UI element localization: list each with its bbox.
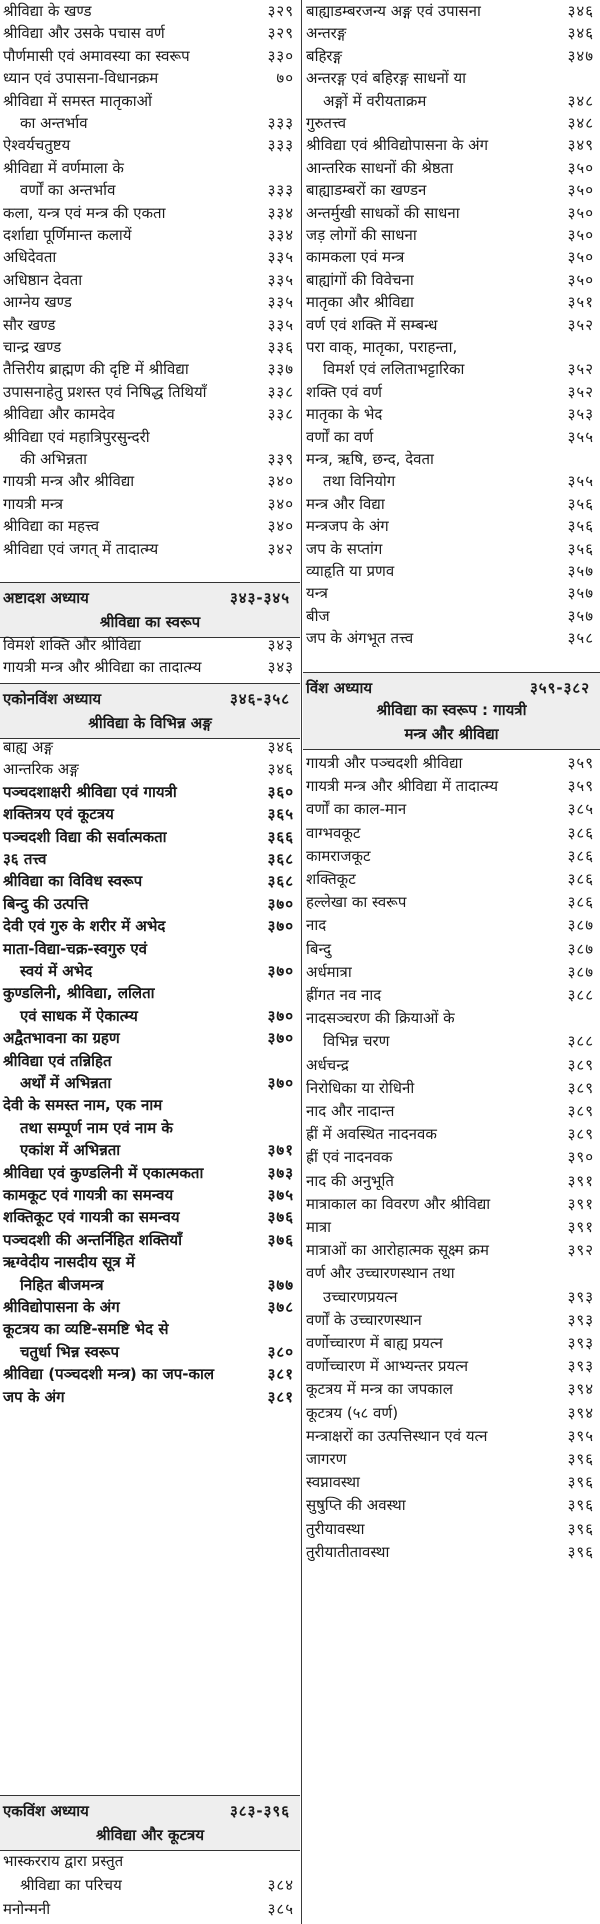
toc-entry-title: शक्तिकूट एवं गायत्री का समन्वय xyxy=(3,1208,180,1227)
toc-entry-title: तुरीयातीतावस्था xyxy=(306,1542,390,1561)
toc-entry-page: ३६६ xyxy=(267,827,294,846)
toc-entry-page: ३५६ xyxy=(567,517,594,536)
toc-entry-title: आन्तरिक अङ्ग xyxy=(3,760,79,779)
toc-entry-title: वर्णोच्चारण में आभ्यन्तर प्रयत्न xyxy=(306,1357,469,1376)
toc-entry-title: श्रीविद्या का महत्त्व xyxy=(3,517,100,536)
toc-entry-title: जागरण xyxy=(306,1450,347,1468)
toc-entry-title: जप के सप्तांग xyxy=(306,539,383,558)
toc-entry-title: आग्नेय खण्ड xyxy=(3,293,72,312)
toc-entry-page: ३४३ xyxy=(267,658,294,677)
toc-entry-title: देवी के समस्त नाम, एक नाम xyxy=(3,1096,163,1115)
chapter-heading xyxy=(0,683,300,739)
toc-entry-page: ३५० xyxy=(567,203,594,222)
toc-entry-title: मन्त्रजप के अंग xyxy=(306,517,389,536)
toc-entry-page: ३५७ xyxy=(567,562,594,580)
toc-entry-page: ३७६ xyxy=(267,1208,294,1227)
toc-entry-title: मातृका के भेद xyxy=(306,405,383,424)
toc-entry-title: श्रीविद्या और उसके पचास वर्ण xyxy=(3,24,165,43)
toc-entry-page: ३५९ xyxy=(567,754,594,772)
toc-entry-title: बहिरङ्ग xyxy=(306,46,343,65)
chapter-title: एकविंश अध्याय xyxy=(3,1802,89,1820)
toc-entry-page: ३२९ xyxy=(267,2,294,20)
toc-entry-page: ३५६ xyxy=(567,494,594,513)
toc-entry-page: ३६८ xyxy=(267,850,294,868)
toc-entry-page: ३८१ xyxy=(267,1365,294,1384)
toc-entry-title: भास्करराय द्वारा प्रस्तुत xyxy=(3,1852,124,1870)
toc-entry-page: ३५७ xyxy=(567,584,594,603)
toc-entry-page: ३५० xyxy=(567,248,594,267)
toc-entry-page: ३८७ xyxy=(567,962,594,981)
toc-entry-title: नादसञ्चरण की क्रियाओं के xyxy=(306,1009,455,1028)
toc-entry-page: ३९६ xyxy=(567,1450,594,1468)
toc-entry-page: ३७३ xyxy=(267,1163,294,1182)
chapter-heading xyxy=(303,672,600,750)
toc-entry-title: उपासनाहेतु प्रशस्त एवं निषिद्ध तिथियाँ xyxy=(3,382,207,401)
toc-entry-title: तथा सम्पूर्ण नाम एवं नाम के xyxy=(20,1118,173,1137)
toc-entry-page: ३३६ xyxy=(267,338,294,356)
toc-entry-page: ३४८ xyxy=(567,114,594,132)
toc-entry-title: अधिष्ठान देवता xyxy=(3,270,83,289)
toc-entry-title: तैत्तिरीय ब्राह्मण की दृष्टि में श्रीविद्या xyxy=(3,360,189,379)
toc-entry-page: ३३५ xyxy=(267,315,294,334)
toc-entry-title: अर्थों में अभिन्नता xyxy=(20,1074,112,1092)
toc-entry-page: ३७५ xyxy=(267,1186,294,1204)
toc-entry-page: ३७० xyxy=(267,1029,294,1048)
toc-entry-title: तुरीयावस्था xyxy=(306,1519,365,1538)
toc-entry-page: ३७० xyxy=(267,1074,294,1092)
toc-entry-title: बाह्याडम्बरों का खण्डन xyxy=(306,181,427,200)
toc-entry-page: ३८६ xyxy=(567,823,594,842)
toc-entry-title: अद्वैतभावना का ग्रहण xyxy=(3,1029,120,1048)
toc-entry-title: श्रीविद्या और कामदेव xyxy=(3,405,115,424)
toc-entry-title: सुषुप्ति की अवस्था xyxy=(306,1496,406,1515)
toc-entry-page: ३५८ xyxy=(567,629,594,648)
toc-entry-title: पञ्चदशी विद्या की सर्वात्मकता xyxy=(3,827,167,846)
toc-entry-page: ३९४ xyxy=(567,1380,594,1399)
toc-entry-title: वर्णों के उच्चारणस्थान xyxy=(306,1310,422,1329)
toc-entry-page: ३४० xyxy=(267,517,294,536)
toc-entry-title: कुण्डलिनी, श्रीविद्या, ललिता xyxy=(3,984,155,1003)
toc-entry-title: शक्तिकूट xyxy=(306,870,356,888)
toc-entry-title: अन्तरङ्ग एवं बहिरङ्ग साधनों या xyxy=(306,69,467,88)
toc-entry-title: शक्तित्रय एवं कूटत्रय xyxy=(3,805,114,824)
toc-entry-title: बीज xyxy=(306,606,330,625)
toc-entry-page: ३६० xyxy=(267,782,294,801)
toc-entry-page: ३६५ xyxy=(267,805,294,824)
toc-entry-page: ३३७ xyxy=(267,360,294,379)
toc-entry-title: कूटत्रय (५८ वर्ण) xyxy=(306,1403,399,1422)
toc-entry-title: मात्राकाल का विवरण और श्रीविद्या xyxy=(306,1194,491,1213)
toc-entry-title: एवं साधक में ऐकात्म्य xyxy=(20,1006,138,1025)
toc-entry-page: ३५० xyxy=(567,158,594,177)
toc-entry-page: ३५२ xyxy=(567,360,594,379)
toc-entry-title: वर्णों का काल-मान xyxy=(306,800,407,819)
chapter-subtitle: श्रीविद्या के विभिन्न अङ्ग xyxy=(88,714,212,732)
toc-entry-title: गायत्री मन्त्र और श्रीविद्या का तादात्म्य xyxy=(3,658,202,677)
toc-entry-title: नाद और नादान्त xyxy=(306,1102,395,1120)
toc-entry-page: ३८७ xyxy=(567,939,594,958)
toc-entry-title: श्रीविद्या के खण्ड xyxy=(3,2,92,20)
toc-entry-page: ३४० xyxy=(267,494,294,513)
toc-entry-page: ३७० xyxy=(267,1006,294,1025)
column-divider xyxy=(301,0,302,1924)
chapter-pages: ३४६-३५८ xyxy=(229,690,290,708)
toc-entry-page: ३५० xyxy=(567,226,594,244)
toc-entry-page: ३२९ xyxy=(267,24,294,43)
toc-entry-page: ३७७ xyxy=(267,1275,294,1294)
toc-entry-title: वाग्भवकूट xyxy=(306,823,361,842)
toc-entry-page: ३९६ xyxy=(567,1473,594,1492)
toc-entry-page: ३९४ xyxy=(567,1403,594,1422)
toc-entry-page: ३९३ xyxy=(567,1287,594,1306)
toc-entry-title: हल्लेखा का स्वरूप xyxy=(306,893,407,912)
toc-entry-page: ३३८ xyxy=(267,405,294,424)
toc-entry-page: ३५७ xyxy=(567,606,594,625)
toc-entry-title: श्रीविद्या में वर्णमाला के xyxy=(3,158,124,177)
toc-entry-title: बिन्दु xyxy=(306,939,332,958)
toc-entry-title: सौर खण्ड xyxy=(3,315,56,334)
toc-entry-title: मन्त्र, ऋषि, छन्द, देवता xyxy=(306,450,434,468)
toc-entry-title: निहित बीजमन्त्र xyxy=(20,1275,104,1294)
toc-entry-page: ३७६ xyxy=(267,1230,294,1249)
chapter-rule-top xyxy=(0,683,300,684)
toc-entry-page: ३९१ xyxy=(567,1194,594,1213)
chapter-pages: ३५९-३८२ xyxy=(529,679,590,697)
toc-entry-page: ३९१ xyxy=(567,1171,594,1190)
toc-entry-title: परा वाक्, मातृका, पराहन्ता, xyxy=(306,338,458,356)
toc-entry-title: जड़ लोगों की साधना xyxy=(306,226,417,244)
toc-entry-page: ३८६ xyxy=(567,870,594,888)
toc-entry-title: निरोधिका या रोधिनी xyxy=(306,1078,415,1097)
toc-entry-title: अन्तर्मुखी साधकों की साधना xyxy=(306,203,460,222)
toc-entry-title: बाह्याडम्बरजन्य अङ्ग एवं उपासना xyxy=(306,2,481,20)
chapter-subtitle-2: मन्त्र और श्रीविद्या xyxy=(404,725,499,743)
toc-entry-page: ३७० xyxy=(267,894,294,913)
toc-entry-page: ३४७ xyxy=(567,46,594,65)
toc-entry-page: ३५६ xyxy=(567,539,594,558)
toc-entry-title: देवी एवं गुरु के शरीर में अभेद xyxy=(3,917,166,936)
chapter-pages: ३८३-३९६ xyxy=(229,1802,290,1820)
toc-entry-page: ३४३ xyxy=(267,636,294,654)
toc-entry-page: ३५९ xyxy=(567,777,594,796)
toc-entry-title: विमर्श एवं ललिताभट्टारिका xyxy=(323,360,465,379)
chapter-subtitle: श्रीविद्या का स्वरूप xyxy=(99,613,201,631)
toc-entry-title: बिन्दु की उत्पत्ति xyxy=(3,894,89,913)
toc-entry-page: ३५० xyxy=(567,181,594,200)
toc-entry-page: ३८९ xyxy=(567,1102,594,1120)
toc-entry-page: ३५१ xyxy=(567,293,594,312)
toc-entry-title: अर्धचन्द्र xyxy=(306,1055,349,1074)
toc-entry-page: ३७१ xyxy=(267,1141,294,1160)
toc-entry-page: ३८९ xyxy=(567,1125,594,1144)
toc-entry-page: ३९६ xyxy=(567,1519,594,1538)
toc-entry-title: नाद की अनुभूति xyxy=(306,1171,394,1190)
toc-entry-title: चान्द्र खण्ड xyxy=(3,338,62,356)
toc-entry-page: ३५५ xyxy=(567,427,594,446)
toc-entry-title: गुरुतत्त्व xyxy=(306,114,347,132)
toc-entry-page: ३४६ xyxy=(567,24,594,43)
toc-entry-page: ३५२ xyxy=(567,382,594,401)
chapter-rule-top xyxy=(0,582,300,583)
toc-entry-title: कूटत्रय का व्यष्टि-समष्टि भेद से xyxy=(3,1320,169,1339)
toc-entry-page: ३९१ xyxy=(567,1218,594,1236)
toc-entry-page: ३४६ xyxy=(267,760,294,779)
toc-entry-title: वर्ण और उच्चारणस्थान तथा xyxy=(306,1264,455,1283)
toc-entry-title: पञ्चदशाक्षरी श्रीविद्या एवं गायत्री xyxy=(3,782,177,801)
toc-entry-title: माता-विद्या-चक्र-स्वगुरु एवं xyxy=(3,939,148,958)
toc-entry-title: कूटत्रय में मन्त्र का जपकाल xyxy=(306,1380,453,1399)
toc-entry-page: ३८७ xyxy=(567,916,594,935)
toc-entry-page: ३३० xyxy=(267,46,294,65)
toc-entry-title: ऋग्वेदीय नासदीय सूत्र में xyxy=(3,1253,135,1272)
chapter-subtitle: श्रीविद्या का स्वरूप : गायत्री xyxy=(376,701,527,719)
toc-entry-page: ३४२ xyxy=(267,539,294,558)
toc-entry-page: ३९३ xyxy=(567,1357,594,1376)
toc-entry-title: विमर्श शक्ति और श्रीविद्या xyxy=(3,636,141,654)
toc-entry-page: ३९५ xyxy=(567,1426,594,1445)
toc-entry-title: शक्ति एवं वर्ण xyxy=(306,382,383,401)
toc-entry-page: ३४६ xyxy=(567,2,594,20)
toc-entry-title: एकांश में अभिन्नता xyxy=(20,1141,121,1160)
chapter-title: अष्टादश अध्याय xyxy=(3,589,89,607)
toc-entry-page: ३८० xyxy=(267,1342,294,1361)
toc-entry-page: ३७८ xyxy=(267,1298,294,1316)
toc-entry-title: श्रीविद्या में समस्त मातृकाओं xyxy=(3,91,152,110)
toc-entry-title: कला, यन्त्र एवं मन्त्र की एकता xyxy=(3,203,166,222)
toc-entry-title: कामकला एवं मन्त्र xyxy=(306,248,405,267)
toc-entry-page: ७० xyxy=(276,69,294,88)
toc-entry-title: वर्ण एवं शक्ति में सम्बन्ध xyxy=(306,315,438,334)
toc-entry-page: ३३५ xyxy=(267,248,294,267)
chapter-heading xyxy=(0,582,300,638)
toc-entry-page: ३३४ xyxy=(267,203,294,222)
toc-entry-page: ३५३ xyxy=(567,405,594,424)
toc-entry-title: कामराजकूट xyxy=(306,846,371,865)
toc-entry-title: बाह्य अङ्ग xyxy=(3,738,53,756)
toc-entry-title: यन्त्र xyxy=(306,584,328,603)
chapter-title: विंश अध्याय xyxy=(306,679,373,697)
toc-entry-title: विभिन्न चरण xyxy=(323,1032,390,1051)
toc-entry-title: गायत्री मन्त्र और श्रीविद्या xyxy=(3,472,135,491)
toc-entry-title: का अन्तर्भाव xyxy=(20,114,88,132)
toc-entry-page: ३३४ xyxy=(267,226,294,244)
toc-entry-title: अङ्गों में वरीयताक्रम xyxy=(323,91,427,110)
toc-entry-page: ३७० xyxy=(267,962,294,980)
toc-entry-title: मन्त्राक्षरों का उत्पत्तिस्थान एवं यत्न xyxy=(306,1426,488,1445)
chapter-pages: ३४३-३४५ xyxy=(229,589,290,607)
toc-entry-title: तथा विनियोग xyxy=(323,472,396,491)
toc-entry-page: ३३५ xyxy=(267,270,294,289)
toc-entry-title: जप के अंगभूत तत्त्व xyxy=(306,629,414,648)
toc-entry-page: ३३३ xyxy=(267,114,294,132)
toc-entry-page: ३६८ xyxy=(267,872,294,891)
toc-entry-title: अधिदेवता xyxy=(3,248,57,267)
toc-entry-page: ३८८ xyxy=(567,986,594,1004)
toc-entry-title: मात्रा xyxy=(306,1218,332,1236)
toc-entry-title: मन्त्र और विद्या xyxy=(306,494,385,513)
toc-entry-title: वर्णोच्चारण में बाह्य प्रयत्न xyxy=(306,1334,443,1352)
toc-entry-title: ह्रींगत नव नाद xyxy=(306,986,382,1004)
toc-entry-title: गायत्री मन्त्र और श्रीविद्या में तादात्म्य xyxy=(306,777,499,796)
toc-entry-title: ह्रीं में अवस्थित नादनवक xyxy=(306,1125,437,1144)
toc-entry-title: श्रीविद्या (पञ्चदशी मन्त्र) का जप-काल xyxy=(3,1365,215,1384)
toc-entry-page: ३८५ xyxy=(567,800,594,819)
toc-entry-title: स्वप्नावस्था xyxy=(306,1473,360,1492)
chapter-title: एकोनविंश अध्याय xyxy=(3,690,102,708)
toc-entry-title: श्रीविद्या का विविध स्वरूप xyxy=(3,872,143,891)
toc-entry-title: उच्चारणप्रयत्न xyxy=(323,1287,398,1306)
toc-entry-title: चतुर्धा भिन्न स्वरूप xyxy=(20,1342,119,1361)
toc-entry-title: गायत्री मन्त्र xyxy=(3,494,64,513)
toc-entry-page: ३९३ xyxy=(567,1310,594,1329)
toc-entry-title: मनोन्मनी xyxy=(3,1900,51,1918)
chapter-heading xyxy=(0,1795,300,1851)
toc-entry-page: ३३८ xyxy=(267,382,294,401)
toc-entry-page: ३८६ xyxy=(567,893,594,912)
toc-entry-title: श्रीविद्या एवं जगत् में तादात्म्य xyxy=(3,539,159,558)
toc-entry-page: ३४८ xyxy=(567,91,594,110)
toc-entry-page: ३५५ xyxy=(567,472,594,491)
toc-entry-title: श्रीविद्या एवं श्रीविद्योपासना के अंग xyxy=(306,136,489,155)
toc-entry-title: पञ्चदशी की अन्तर्निहित शक्तियाँ xyxy=(3,1230,182,1249)
toc-entry-title: गायत्री और पञ्चदशी श्रीविद्या xyxy=(306,754,463,772)
toc-entry-page: ३८१ xyxy=(267,1387,294,1406)
toc-entry-page: ३३३ xyxy=(267,181,294,200)
chapter-rule-top xyxy=(303,672,600,673)
toc-entry-page: ३३३ xyxy=(267,136,294,155)
toc-column-right xyxy=(303,0,600,1924)
toc-entry-title: व्याहृति या प्रणव xyxy=(306,562,395,580)
toc-entry-page: ३९६ xyxy=(567,1542,594,1561)
toc-entry-page: ३५० xyxy=(567,270,594,289)
toc-entry-title: बाह्यांगों की विवेचना xyxy=(306,270,414,289)
toc-entry-title: अर्धमात्रा xyxy=(306,962,352,981)
toc-entry-title: श्रीविद्या एवं महात्रिपुरसुन्दरी xyxy=(3,427,150,446)
toc-entry-page: ३७० xyxy=(267,917,294,936)
chapter-subtitle: श्रीविद्या और कूटत्रय xyxy=(95,1826,205,1844)
toc-entry-title: मातृका और श्रीविद्या xyxy=(306,293,414,312)
toc-entry-page: ३८६ xyxy=(567,846,594,865)
toc-entry-page: ३४० xyxy=(267,472,294,491)
toc-entry-title: श्रीविद्या एवं तन्निहित xyxy=(3,1051,112,1070)
toc-entry-title: आन्तरिक साधनों की श्रेष्ठता xyxy=(306,158,454,177)
toc-entry-page: ३५२ xyxy=(567,315,594,334)
toc-entry-page: ३८९ xyxy=(567,1078,594,1097)
toc-entry-title: अन्तरङ्ग xyxy=(306,24,347,43)
toc-entry-title: श्रीविद्या का परिचय xyxy=(20,1876,122,1894)
toc-entry-page: ३४९ xyxy=(567,136,594,155)
toc-entry-page: ३९६ xyxy=(567,1496,594,1515)
toc-entry-page: ३९० xyxy=(567,1148,594,1167)
toc-entry-title: मात्राओं का आरोहात्मक सूक्ष्म क्रम xyxy=(306,1241,490,1260)
toc-entry-page: ३८४ xyxy=(267,1876,294,1894)
toc-entry-title: दर्शाद्या पूर्णिमान्त कलायें xyxy=(3,226,132,244)
toc-entry-page: ३९३ xyxy=(567,1334,594,1352)
toc-entry-title: कामकूट एवं गायत्री का समन्वय xyxy=(3,1186,174,1204)
toc-entry-title: ह्रीं एवं नादनवक xyxy=(306,1148,393,1167)
toc-entry-title: पौर्णमासी एवं अमावस्या का स्वरूप xyxy=(3,46,190,65)
toc-entry-page: ३४६ xyxy=(267,738,294,756)
toc-entry-title: श्रीविद्योपासना के अंग xyxy=(3,1298,120,1316)
chapter-rule-top xyxy=(0,1795,300,1796)
toc-entry-title: वर्णों का वर्ण xyxy=(306,427,374,446)
toc-entry-title: ३६ तत्त्व xyxy=(3,850,47,868)
toc-entry-title: नाद xyxy=(306,916,327,935)
toc-entry-page: ३८९ xyxy=(567,1055,594,1074)
toc-entry-page: ३३९ xyxy=(267,450,294,468)
toc-entry-page: ३८८ xyxy=(567,1032,594,1051)
toc-entry-title: वर्णों का अन्तर्भाव xyxy=(20,181,116,200)
toc-entry-title: स्वयं में अभेद xyxy=(20,962,93,980)
toc-entry-title: की अभिन्नता xyxy=(20,450,88,468)
toc-entry-title: ऐश्वर्यचतुष्टय xyxy=(3,136,71,155)
toc-entry-title: जप के अंग xyxy=(3,1387,65,1406)
toc-entry-page: ३३५ xyxy=(267,293,294,312)
toc-entry-page: ३८५ xyxy=(267,1900,294,1918)
toc-entry-page: ३९२ xyxy=(567,1241,594,1260)
chapter-rule-bottom xyxy=(303,749,600,750)
toc-entry-title: श्रीविद्या एवं कुण्डलिनी में एकात्मकता xyxy=(3,1163,204,1182)
toc-entry-title: ध्यान एवं उपासना-विधानक्रम xyxy=(3,69,159,88)
